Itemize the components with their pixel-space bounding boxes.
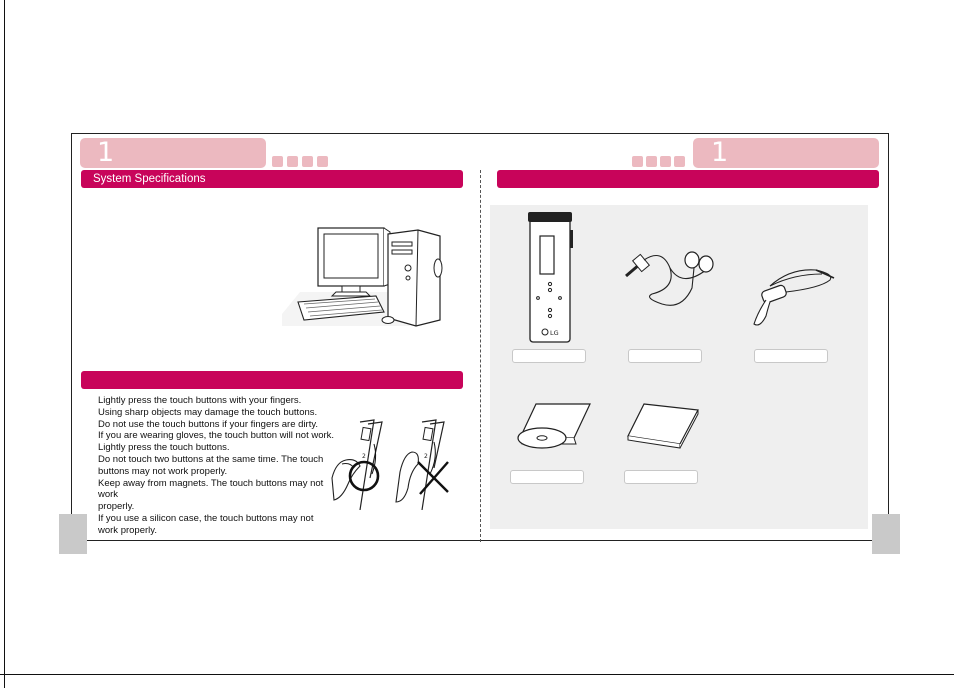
note-line: Using sharp objects may damage the touch buttons. — [98, 406, 318, 418]
note-line: If you use a silicon case, the touch buttons may not — [98, 512, 314, 524]
components-bar — [497, 170, 879, 188]
chapter-marker — [302, 156, 313, 167]
lg-logo-text: LG — [550, 329, 559, 337]
note-line: buttons may not work properly. — [98, 465, 228, 477]
user-guide-illustration — [624, 402, 702, 450]
chapter-marker — [287, 156, 298, 167]
left-chapter-tab — [80, 138, 266, 168]
note-line: Lightly press the touch buttons. — [98, 442, 230, 454]
neck-strap-illustration — [750, 262, 838, 332]
component-label-box — [510, 470, 584, 484]
note-line: Lightly press the touch buttons with your fingers. — [98, 395, 302, 406]
svg-text:2: 2 — [362, 453, 366, 460]
note-line: properly. — [98, 501, 135, 513]
page-edge-bottom — [0, 674, 954, 675]
chapter-marker — [674, 156, 685, 167]
installation-cd-illustration — [514, 398, 594, 456]
right-side-tab — [872, 514, 900, 554]
left-chapter-number: 1 — [97, 137, 115, 168]
note-line: Do not touch two buttons at the same time. The touch — [98, 453, 324, 465]
chapter-marker — [660, 156, 671, 167]
chapter-marker — [646, 156, 657, 167]
component-label-box — [754, 349, 828, 363]
earphones-illustration — [622, 238, 720, 312]
component-label-box — [628, 349, 702, 363]
right-chapter-tab — [693, 138, 879, 168]
svg-text:2: 2 — [424, 453, 428, 460]
note-line: work properly. — [98, 524, 157, 536]
chapter-marker — [632, 156, 643, 167]
finger-touch-illustration — [330, 418, 465, 510]
mp3-player-illustration — [526, 210, 574, 344]
note-line: If you are wearing gloves, the touch button will not work. — [98, 430, 335, 442]
section-title: System Specifications — [93, 173, 206, 185]
page-divider — [480, 170, 481, 542]
chapter-marker — [317, 156, 328, 167]
left-side-tab — [59, 514, 87, 554]
note-line: Do not use the touch buttons if your fingers are dirty. — [98, 418, 319, 430]
note-line: Keep away from magnets. The touch buttons may not work — [98, 477, 324, 501]
computer-illustration — [280, 222, 452, 330]
page-edge-left — [4, 0, 5, 688]
component-label-box — [512, 349, 586, 363]
system-specifications-bar — [81, 170, 463, 188]
right-chapter-number: 1 — [711, 137, 729, 168]
touch-button-notes — [98, 395, 338, 537]
component-label-box — [624, 470, 698, 484]
touch-buttons-bar — [81, 371, 463, 389]
chapter-marker — [272, 156, 283, 167]
